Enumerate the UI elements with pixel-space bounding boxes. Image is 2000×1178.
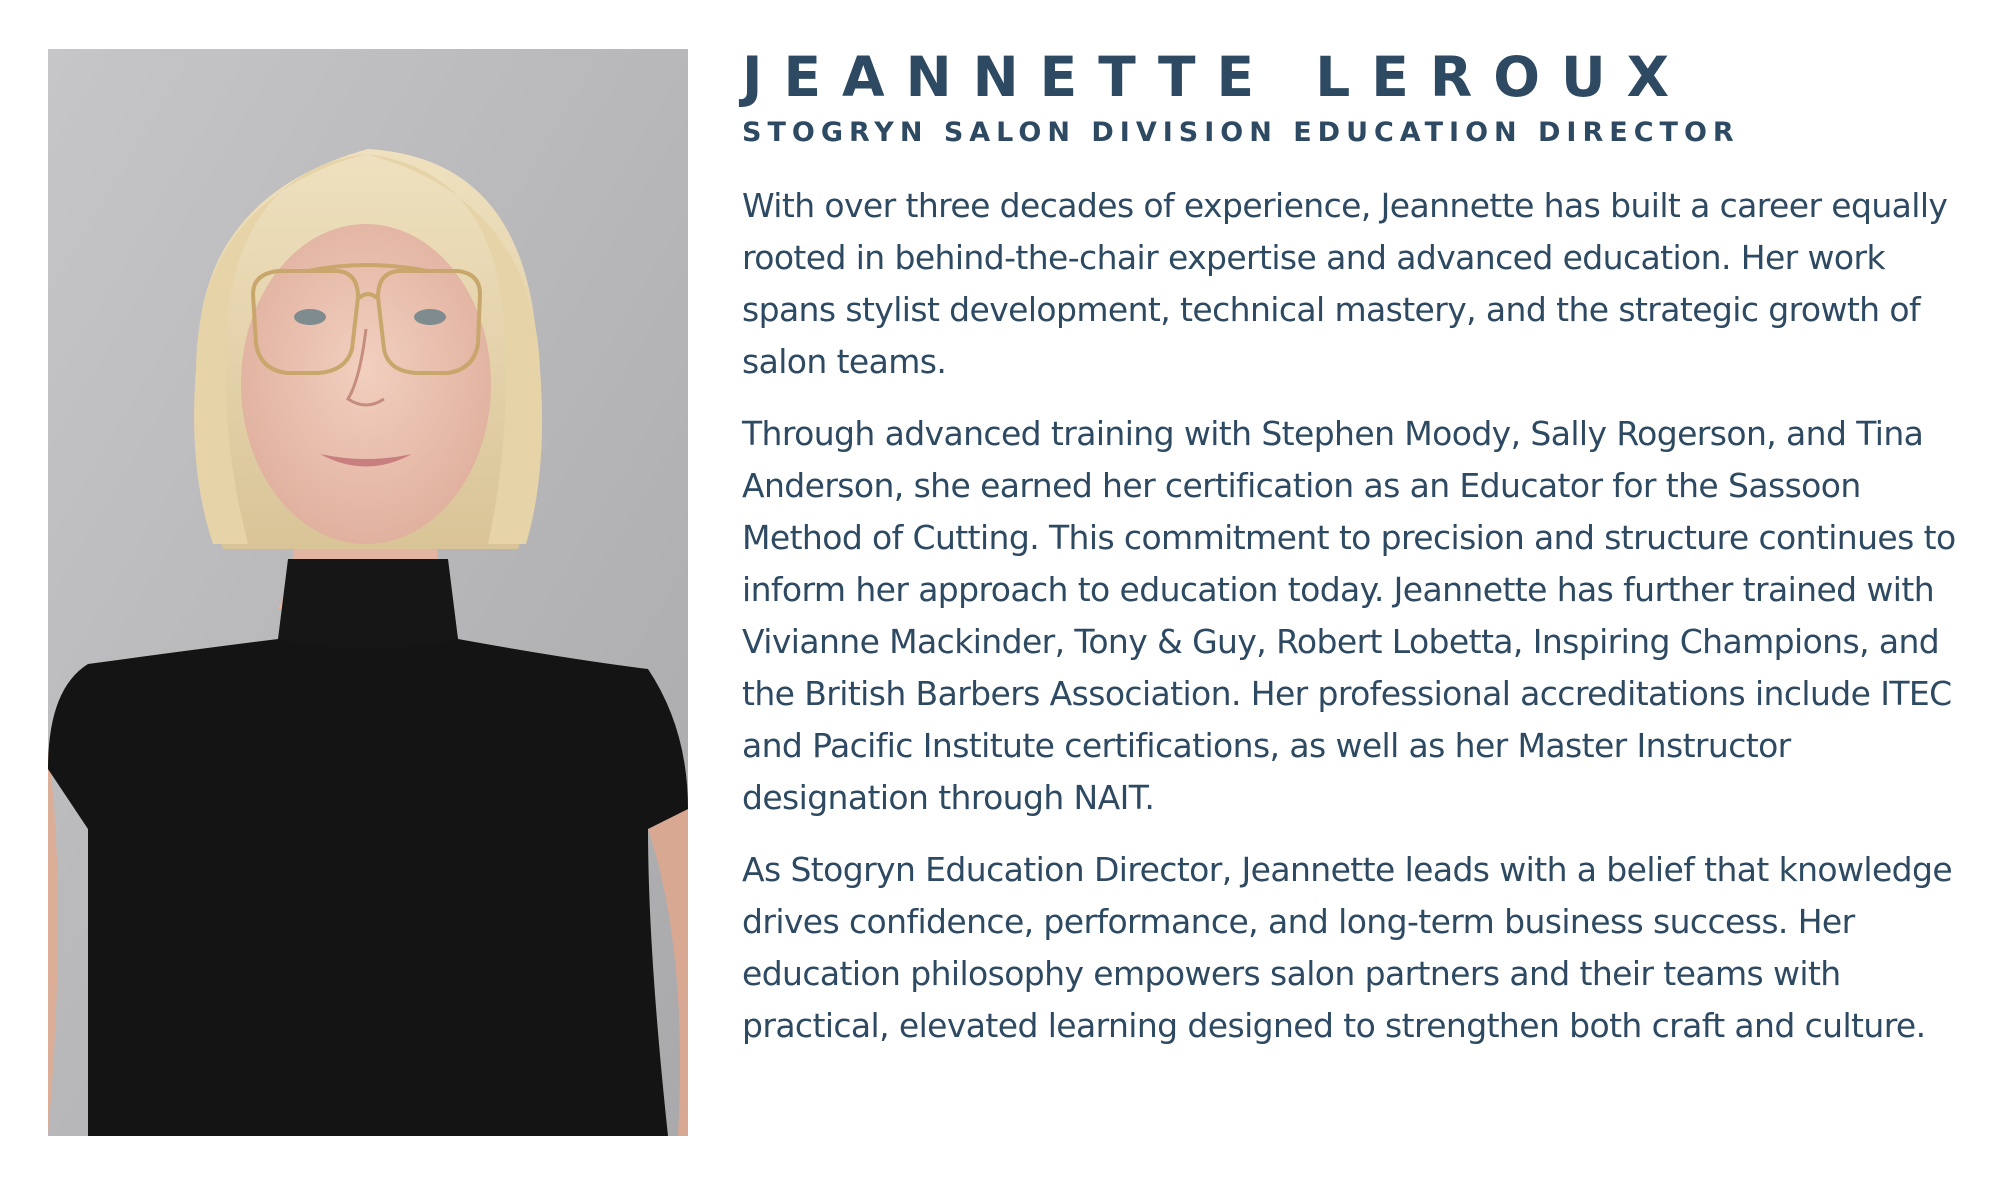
bio-section <box>742 180 1972 1052</box>
bio-paragraph: With over three decades of experience, Jeannette has built a career equally rooted in behind-the-chair expertise and advanced education. Her work spans stylist development, technical mastery, and the strategic growth of salon teams. <box>742 186 1948 381</box>
bio-paragraph: Through advanced training with Stephen Moody, Sally Rogerson, and Tina Anderson, she earned her certification as an Educator for the Sassoon Method of Cutting. This commitment to precision and structure continues to inform her approach to education today. Jeannette has further trained with Vivianne Mackinder, Tony & Guy, Robert Lobetta, Inspiring Champions, and the British Barbers Association. Her professional accreditations include ITEC and Pacific Institute certifications, as well as her Master Instructor designation through NAIT. <box>742 414 1956 817</box>
profile-content <box>742 44 1972 1052</box>
bio-paragraph: As Stogryn Education Director, Jeannette leads with a belief that knowledge drives confidence, performance, and long-term business success. Her education philosophy empowers salon partners and their teams with practical, elevated learning designed to strengthen both craft and culture. <box>742 850 1953 1045</box>
profile-title: STOGRYN SALON DIVISION EDUCATION DIRECTOR <box>742 117 1740 148</box>
portrait-photo <box>48 49 688 1136</box>
profile-name: JEANNETTE LEROUX <box>742 45 1691 109</box>
